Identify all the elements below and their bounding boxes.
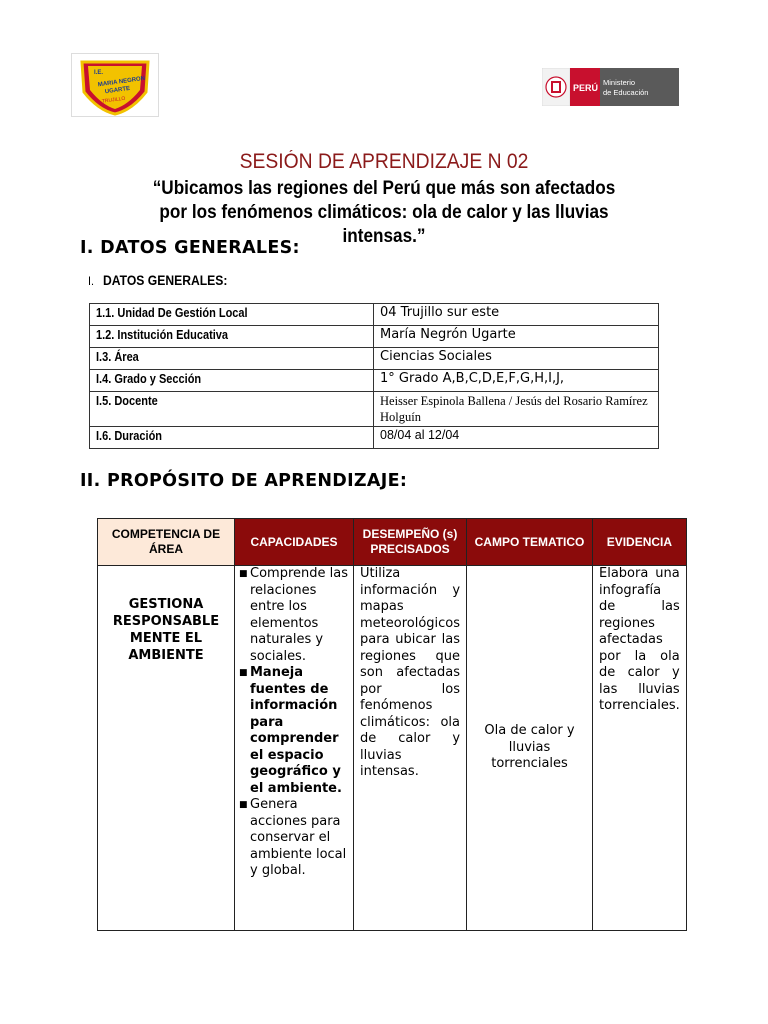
datos-label: I.5. Docente: [90, 392, 374, 427]
table-row: [90, 348, 659, 370]
bullet-icon: ■: [239, 800, 248, 810]
datos-value: 1° Grado A,B,C,D,E,F,G,H,I,J,: [374, 370, 659, 392]
datos-value: María Negrón Ugarte: [374, 326, 659, 348]
table-row: [90, 392, 659, 427]
subsection-heading-datos-generales: [88, 273, 227, 288]
bullet-icon: ■: [239, 668, 248, 678]
campo-tematico-text: Ola de calor y lluvias torrenciales: [484, 723, 575, 772]
competencia-cell: GESTIONA RESPONSABLE MENTE EL AMBIENTE: [98, 566, 235, 931]
school-logo: [71, 53, 159, 117]
datos-value: 04 Trujillo sur este: [374, 304, 659, 326]
ministry-of-education-logo: [542, 68, 679, 106]
svg-text:UGARTE: UGARTE: [104, 85, 131, 96]
header-campo-tematico: CAMPO TEMATICO: [467, 519, 593, 566]
bullet-icon: ■: [239, 569, 248, 579]
desempeno-cell: Utiliza información y mapas meteorológicos para ubicar las regiones que son afectadas por los fenómenos climáticos: ola de calor y lluvias intensas.: [354, 566, 467, 931]
svg-text:Ministerio: Ministerio: [603, 78, 636, 87]
subsection-label: DATOS GENERALES:: [103, 273, 228, 288]
list-item: ■ Maneja fuentes de información para comprender el espacio geográfico y el ambiente.: [239, 665, 342, 796]
evidencia-cell: Elabora una infografía de las regiones afectadas por la ola de calor y las lluvias torrenciales.: [593, 566, 687, 931]
section-heading-datos-generales: I. DATOS GENERALES:: [80, 238, 300, 258]
list-item: ■ Comprende las relaciones entre los elementos naturales y sociales.: [239, 566, 348, 664]
capacidades-cell: [235, 566, 354, 931]
svg-text:PERÚ: PERÚ: [573, 83, 599, 93]
datos-label: I.4. Grado y Sección: [90, 370, 374, 392]
datos-label: 1.2. Institución Educativa: [90, 326, 374, 348]
svg-text:MARIA NEGRON: MARIA NEGRON: [97, 75, 146, 89]
subsection-number: I.: [88, 274, 95, 288]
table-row: [98, 566, 687, 931]
table-header-row: [98, 519, 687, 566]
datos-value: Heisser Espinola Ballena / Jesús del Rosario Ramírez Holguín: [374, 392, 659, 427]
datos-label: 1.1. Unidad De Gestión Local: [90, 304, 374, 326]
datos-generales-table: [89, 303, 659, 449]
svg-text:de Educación: de Educación: [603, 88, 649, 97]
table-row: [90, 427, 659, 449]
header-evidencia: EVIDENCIA: [593, 519, 687, 566]
session-title: SESIÓN DE APRENDIZAJE N 02: [239, 150, 529, 173]
header-desempeno: DESEMPEÑO (s) PRECISADOS: [354, 519, 467, 566]
campo-tematico-cell: [467, 566, 593, 931]
table-row: [90, 326, 659, 348]
list-item: ■ Genera acciones para conservar el ambiente local y global.: [239, 797, 347, 878]
table-row: [90, 304, 659, 326]
header-capacidades: CAPACIDADES: [235, 519, 354, 566]
session-subtitle: “Ubicamos las regiones del Perú que más son afectados por los fenómenos climáticos: ola de calor y las lluvias intensas.”: [152, 177, 616, 247]
datos-label: I.3. Área: [90, 348, 374, 370]
proposito-table: [97, 518, 687, 931]
datos-value: 08/04 al 12/04: [374, 427, 659, 449]
section-heading-proposito: II. PROPÓSITO DE APRENDIZAJE:: [80, 471, 408, 491]
datos-value: Ciencias Sociales: [374, 348, 659, 370]
table-row: [90, 370, 659, 392]
svg-text:I.E.: I.E.: [94, 70, 104, 76]
datos-label: I.6. Duración: [90, 427, 374, 449]
svg-text:TRUJILLO: TRUJILLO: [101, 95, 126, 105]
header-competencia: COMPETENCIA DE ÁREA: [98, 519, 235, 566]
